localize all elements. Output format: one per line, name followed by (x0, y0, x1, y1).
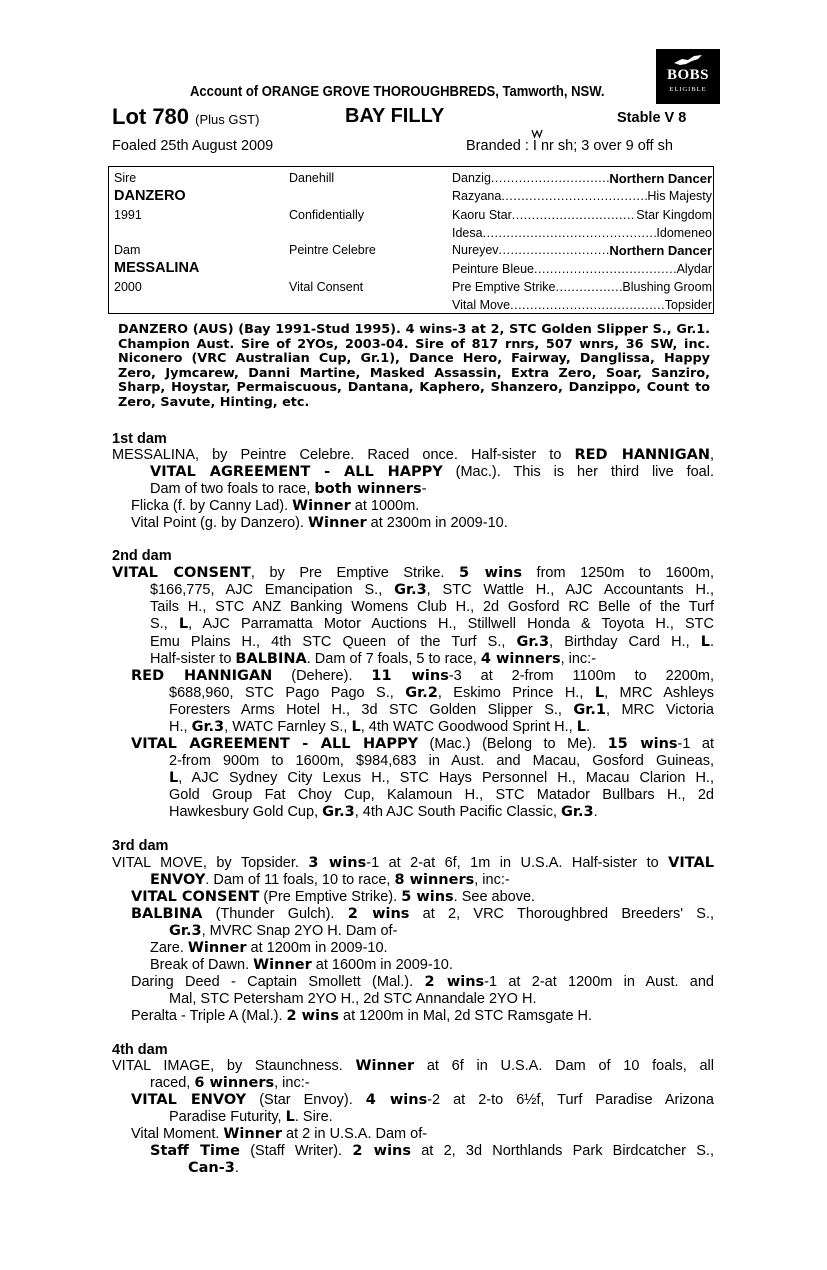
dam-line: S., L, AJC Parramatta Motor Auctions H., Stillwell Honda & Toyota H., STC (150, 616, 714, 632)
pedigree-g2: Peintre Celebre (289, 243, 376, 257)
first-dam-heading: 1st dam (112, 431, 167, 447)
dam-line: 2-from 900m to 1600m, $984,683 in Aust. and Macau, Gosford Guineas, (169, 753, 714, 769)
dam-line: Half-sister to BALBINA. Dam of 7 foals, 5 to race, 4 winners, inc:- (150, 651, 597, 667)
branded-rest: nr sh; 3 over 9 off sh (540, 138, 673, 154)
pedigree-g3-row: Pre Emptive Strike ..... Blushing Groom (452, 280, 712, 294)
horse-description: BAY FILLY (345, 105, 445, 127)
sire-name: DANZERO (114, 188, 186, 204)
lot-label: Lot 780 (112, 104, 190, 129)
foaled-date: Foaled 25th August 2009 (112, 138, 274, 154)
dam-label: Dam (114, 243, 141, 257)
dam-line: Staff Time (Staff Writer). 2 wins at 2, 3d Northlands Park Birdcatcher S., (150, 1143, 714, 1159)
account-line: Account of ORANGE GROVE THOROUGHBREDS, Tamworth, NSW. (190, 84, 605, 100)
dam-line: Emu Plains H., 4th STC Queen of the Turf S., Gr.3, Birthday Card H., L. (150, 634, 714, 650)
sire-summary: DANZERO (AUS) (Bay 1991-Stud 1995). 4 wins-3 at 2, STC Golden Slipper S., Gr.1. Champion Aust. Sire of 2YOs, 2003-04. Sire of 817 rnrs, 507 wnrs, 36 SW, inc. Niconero (VRC Australian Cup, Gr.1), Dance Hero, Fairway, Danglissa, Happy Zero, Jymcarew, Danni Martine, Masked Assassin, Extra Zero, Soar, Sanziro, Sharp, Hoystar, Permaiscuous, Dantana, Kaphero, Shanzero, Danzippo, Count to Zero, Savute, Hinting, etc. (118, 322, 710, 410)
brand-marks (466, 138, 673, 154)
logo-subtext: ELIGIBLE (669, 86, 707, 93)
second-dam-heading: 2nd dam (112, 548, 172, 564)
dam-year: 2000 (114, 280, 142, 294)
dam-line: BALBINA (Thunder Gulch). 2 wins at 2, VRC Thoroughbred Breeders' S., (131, 906, 714, 922)
bobs-eligible-logo (656, 49, 720, 104)
dam-line: Mal, STC Petersham 2YO H., 2d STC Annandale 2YO H. (169, 991, 537, 1007)
dam-line: raced, 6 winners, inc:- (150, 1075, 310, 1091)
fourth-dam-heading: 4th dam (112, 1042, 168, 1058)
pedigree-g2: Danehill (289, 171, 335, 185)
dam-line: VITAL AGREEMENT - ALL HAPPY (Mac.) (Belong to Me). 15 wins-1 at (131, 736, 714, 752)
logo-text: BOBS (666, 67, 710, 83)
brand-mark: I (533, 138, 537, 154)
dam-line: VITAL AGREEMENT - ALL HAPPY (Mac.). This is her third live foal. (150, 464, 714, 480)
dam-line: Gr.3, MVRC Snap 2YO H. Dam of- (169, 923, 398, 939)
stable-location: Stable V 8 (617, 110, 687, 126)
dam-line: $688,960, STC Pago Pago S., Gr.2, Eskimo Prince H., L, MRC Ashleys (169, 685, 714, 701)
branded-label: Branded : (466, 138, 529, 154)
dam-line: L, AJC Sydney City Lexus H., STC Hays Personnel H., Macau Clarion H., (169, 770, 714, 786)
dam-line: Hawkesbury Gold Cup, Gr.3, 4th AJC South Pacific Classic, Gr.3. (169, 804, 598, 820)
dam-line: Flicka (f. by Canny Lad). Winner at 1000m. (131, 498, 420, 514)
sire-label: Sire (114, 171, 137, 185)
dam-line: H., Gr.3, WATC Farnley S., L, 4th WATC Goodwood Sprint H., L. (169, 719, 590, 735)
dam-line: ENVOY. Dam of 11 foals, 10 to race, 8 winners, inc:- (150, 872, 510, 888)
dam-line: Vital Moment. Winner at 2 in U.S.A. Dam of- (131, 1126, 428, 1142)
dam-name: MESSALINA (114, 260, 200, 276)
dam-line: Tails H., STC ANZ Banking Womens Club H., 2d Gosford RC Belle of the Turf (150, 599, 714, 615)
dam-line: Zare. Winner at 1200m in 2009-10. (150, 940, 388, 956)
dam-line: RED HANNIGAN (Dehere). 11 wins-3 at 2-from 1100m to 2200m, (131, 668, 714, 684)
gst-note: (Plus GST) (195, 112, 260, 127)
pedigree-g3-row: Kaoru Star ..... Star Kingdom (452, 208, 712, 222)
pedigree-g3-row: Idesa ..... Idomeneo (452, 226, 712, 240)
dam-line: VITAL CONSENT (Pre Emptive Strike). 5 wins. See above. (131, 889, 536, 905)
pedigree-g2: Vital Consent (289, 280, 364, 294)
pedigree-g3-row: Danzig ..... Northern Dancer (452, 171, 712, 186)
dam-line: Dam of two foals to race, both winners- (150, 481, 427, 497)
pedigree-g3-row: Razyana ..... His Majesty (452, 189, 712, 203)
horse-icon (672, 53, 704, 67)
dam-line: $166,775, AJC Emancipation S., Gr.3, STC Wattle H., AJC Accountants H., (150, 582, 714, 598)
dam-line: Daring Deed - Captain Smollett (Mal.). 2 wins-1 at 2-at 1200m in Aust. and (131, 974, 714, 990)
dam-line: Vital Point (g. by Danzero). Winner at 2300m in 2009-10. (131, 515, 508, 531)
third-dam-heading: 3rd dam (112, 838, 169, 854)
pedigree-table (108, 166, 714, 314)
pedigree-g3-row: Vital Move ..... Topsider (452, 298, 712, 312)
dam-line: VITAL ENVOY (Star Envoy). 4 wins-2 at 2-to 6½f, Turf Paradise Arizona (131, 1092, 714, 1108)
dam-line: Break of Dawn. Winner at 1600m in 2009-10. (150, 957, 453, 973)
brand-symbol-icon (531, 129, 543, 139)
dam-line: Foresters Arms Hotel H., 3d STC Golden Slipper S., Gr.1, MRC Victoria (169, 702, 714, 718)
dam-line: Peralta - Triple A (Mal.). 2 wins at 1200m in Mal, 2d STC Ramsgate H. (131, 1008, 593, 1024)
dam-line: VITAL CONSENT, by Pre Emptive Strike. 5 wins from 1250m to 1600m, (112, 565, 714, 581)
lot-number (112, 104, 259, 130)
dam-line: Paradise Futurity, L. Sire. (169, 1109, 333, 1125)
pedigree-g2: Confidentially (289, 208, 365, 222)
pedigree-g3-row: Peinture Bleue ..... Alydar (452, 262, 712, 276)
dam-line: VITAL MOVE, by Topsider. 3 wins-1 at 2-at 6f, 1m in U.S.A. Half-sister to VITAL (112, 855, 714, 871)
dam-line: MESSALINA, by Peintre Celebre. Raced once. Half-sister to RED HANNIGAN, (112, 447, 714, 463)
pedigree-g3-row: Nureyev ..... Northern Dancer (452, 243, 712, 258)
dam-line: Gold Group Fat Choy Cup, Kalamoun H., STC Matador Bullbars H., 2d (169, 787, 714, 803)
dam-line: VITAL IMAGE, by Staunchness. Winner at 6f in U.S.A. Dam of 10 foals, all (112, 1058, 714, 1074)
sire-year: 1991 (114, 208, 142, 222)
dam-line: Can-3. (188, 1160, 239, 1176)
